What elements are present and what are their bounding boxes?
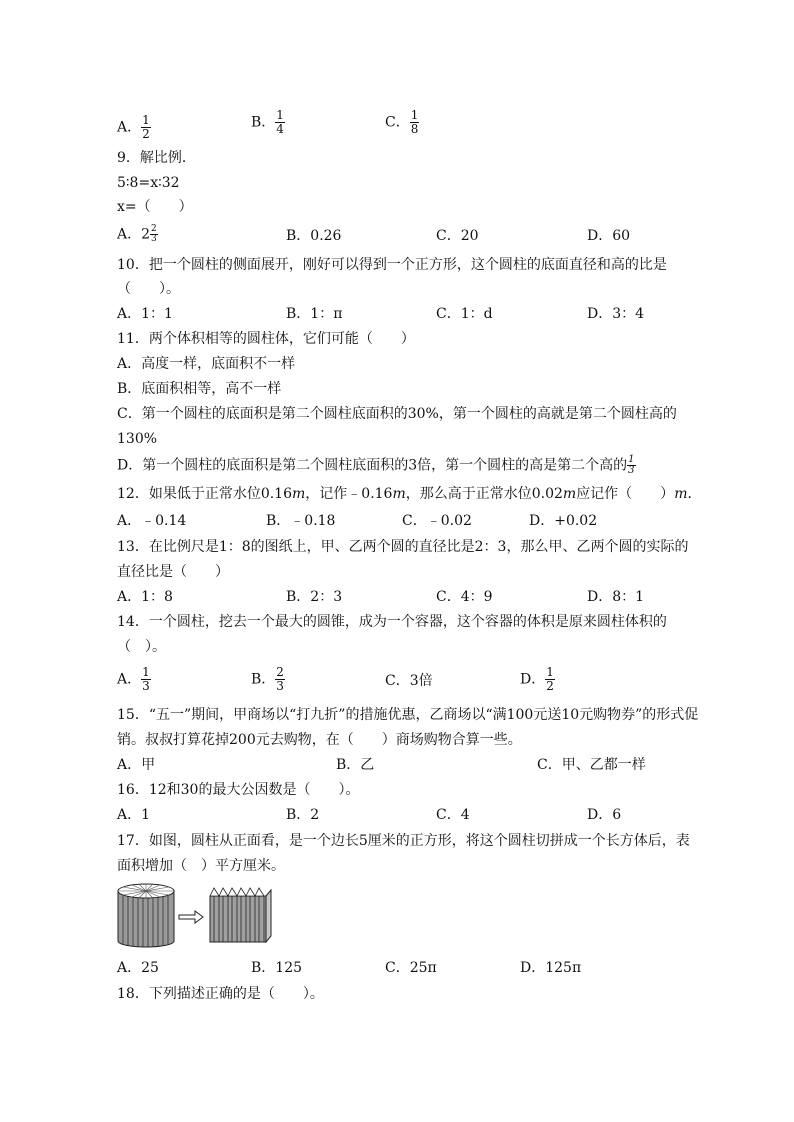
- fraction-numerator: 1: [142, 665, 150, 679]
- question-number: 18．: [117, 986, 149, 1002]
- question-text: 一个圆柱，挖去一个最大的圆锥，成为一个容器，这个容器的体积是原来圆柱体积的: [148, 614, 667, 630]
- fraction-denominator: 2: [142, 127, 150, 141]
- q13-option-b: B．2：3: [286, 589, 343, 605]
- option-label: A．: [117, 671, 142, 688]
- fraction-numerator: 1: [276, 108, 284, 122]
- question-text: 如果低于正常水位0.16: [148, 486, 292, 502]
- q13-option-d: D．8：1: [587, 589, 645, 605]
- q11-option-c-line1: C．第一个圆柱的底面积是第二个圆柱底面积的30%，第一个圆柱的高就是第二个圆柱高的: [117, 406, 677, 422]
- fraction: [150, 225, 158, 244]
- question-number: 13．: [117, 539, 149, 555]
- fraction-denominator: 3: [276, 679, 284, 693]
- q11-option-b: B．底面积相等，高不一样: [117, 381, 282, 397]
- q11-option-d: [117, 455, 636, 476]
- q18-stem: [117, 985, 324, 1003]
- option-label: B．: [251, 114, 276, 131]
- q12-option-d: D．+0.02: [529, 513, 598, 529]
- q10-option-d: D．3：4: [587, 306, 645, 322]
- q8-option-b: [251, 109, 285, 136]
- q9-option-d: D．60: [587, 228, 631, 244]
- q12-option-b: B．﹣0.18: [266, 513, 336, 529]
- option-label: A．: [117, 119, 142, 136]
- unit-m: m: [562, 486, 577, 502]
- q16-option-c: C．4: [436, 807, 470, 823]
- question-text: ，记作﹣0.16: [305, 486, 393, 502]
- q16-option-b: B．2: [286, 807, 320, 823]
- q9-option-a: [117, 225, 158, 244]
- question-number: 11．: [117, 331, 149, 347]
- q17-stem-line1: [117, 832, 690, 850]
- option-label: A．: [117, 226, 142, 243]
- q17-stem-line2: 面积增加（ ）平方厘米。: [117, 858, 285, 874]
- cylinder-icon: [118, 884, 174, 947]
- q9-equation: 5∶8=x∶32: [117, 175, 180, 191]
- q14-stem-line2: （ ）。: [117, 639, 166, 655]
- question-text: “五一”期间，甲商场以“打九折”的措施优惠，乙商场以“满100元送10元购物券”的形式促: [148, 707, 699, 723]
- q8-option-c: [385, 109, 419, 136]
- q10-stem-line1: [117, 256, 667, 274]
- question-text: ，那么高于正常水位0.02: [405, 486, 563, 502]
- question-number: 15．: [117, 707, 149, 723]
- q11-stem: [117, 330, 415, 348]
- question-number: 12．: [117, 486, 149, 502]
- q12-option-c: C．﹣0.02: [402, 513, 472, 529]
- mixed-number: [141, 225, 158, 244]
- q9-blank: x=（ ）: [117, 199, 193, 215]
- q17-option-d: D．125π: [520, 960, 582, 976]
- fraction: [275, 666, 285, 693]
- question-number: 16．: [117, 782, 149, 798]
- q15-stem-line1: [117, 706, 698, 724]
- q13-stem-line1: [117, 538, 688, 556]
- fraction-denominator: 3: [142, 679, 150, 693]
- question-text: 12和30的最大公因数是（ ）。: [148, 782, 360, 798]
- fraction-numerator: 1: [628, 454, 635, 465]
- q15-option-a: A．甲: [117, 757, 156, 773]
- question-number: 9．: [117, 150, 140, 166]
- q9-stem: [117, 149, 196, 167]
- fraction-numerator: 1: [410, 108, 419, 122]
- question-number: 17．: [117, 833, 149, 849]
- cuboid-icon: [210, 888, 271, 942]
- fraction-denominator: 3: [628, 465, 635, 476]
- option-label: C．: [385, 114, 410, 131]
- fraction-denominator: 4: [276, 122, 284, 136]
- q15-option-c: C．甲、乙都一样: [537, 757, 646, 773]
- fraction: [545, 666, 555, 693]
- q16-option-a: A．1: [117, 807, 151, 823]
- unit-m: m: [292, 486, 306, 502]
- q15-option-b: B．乙: [336, 757, 375, 773]
- q13-option-a: A．1：8: [117, 589, 173, 605]
- q10-option-b: B．1：π: [286, 306, 343, 322]
- q16-stem: [117, 781, 359, 799]
- question-text: 下列描述正确的是（ ）。: [148, 986, 324, 1002]
- question-text: ．: [687, 486, 702, 502]
- q17-option-a: A．25: [117, 960, 159, 976]
- fraction-denominator: 3: [151, 234, 157, 244]
- option-text: D．第一个圆柱的底面积是第二个圆柱底面积的3倍，第一个圆柱的高是第二个高的: [117, 457, 628, 474]
- q13-option-c: C．4：9: [436, 589, 493, 605]
- q11-option-a: A．高度一样，底面积不一样: [117, 356, 296, 372]
- unit-m: m: [392, 486, 406, 502]
- option-label: D．: [520, 671, 546, 688]
- fraction: [141, 114, 151, 141]
- question-number: 10．: [117, 257, 149, 273]
- q14-option-d: [520, 666, 555, 693]
- question-number: 14．: [117, 614, 149, 630]
- q17-option-b: B．125: [251, 960, 303, 976]
- q9-option-b: B．0.26: [286, 228, 342, 244]
- q15-stem-line2: 销。叔叔打算花掉200元去购物，在（ ）商场购物合算一些。: [117, 732, 522, 748]
- question-text: 两个体积相等的圆柱体，它们可能（ ）: [148, 331, 415, 347]
- q13-stem-line2: 直径比是（ ）: [117, 564, 229, 580]
- fraction: [275, 109, 285, 136]
- question-text: 在比例尺是1：8的图纸上，甲、乙两个圆的直径比是2：3，那么甲、乙两个圆的实际的: [148, 539, 689, 555]
- q10-option-c: C．1：d: [436, 306, 493, 322]
- question-text: 如图，圆柱从正面看，是一个边长5厘米的正方形，将这个圆柱切拼成一个长方体后，表: [148, 833, 690, 849]
- fraction-denominator: 8: [410, 122, 419, 136]
- q10-option-a: A．1：1: [117, 306, 173, 322]
- q14-option-c: C．3倍: [385, 673, 433, 689]
- mixed-whole: 2: [141, 226, 151, 243]
- q10-stem-line2: （ ）。: [117, 281, 180, 297]
- right-arrow-icon: [179, 911, 203, 923]
- fraction-numerator: 2: [276, 665, 284, 679]
- fraction-numerator: 1: [546, 665, 554, 679]
- q11-option-c-line2: 130%: [117, 431, 158, 447]
- question-text: 把一个圆柱的侧面展开，刚好可以得到一个正方形，这个圆柱的底面直径和高的比是: [148, 257, 667, 273]
- fraction: [627, 455, 635, 476]
- q17-figure: [115, 882, 285, 948]
- q9-option-c: C．20: [436, 228, 479, 244]
- q17-option-c: C．25π: [385, 960, 437, 976]
- q14-option-b: [251, 666, 285, 693]
- unit-m: m: [674, 486, 688, 502]
- fraction-denominator: 2: [546, 679, 554, 693]
- fraction: [410, 109, 420, 136]
- q12-stem: [117, 485, 701, 503]
- q14-option-a: [117, 666, 151, 693]
- q14-stem-line1: [117, 613, 667, 631]
- q12-option-a: A．﹣0.14: [117, 513, 187, 529]
- fraction-numerator: 2: [151, 224, 157, 234]
- option-label: B．: [251, 671, 276, 688]
- q8-option-a: [117, 114, 151, 141]
- question-text: 解比例．: [139, 150, 196, 166]
- fraction: [141, 666, 151, 693]
- question-text: 应记作（ ）: [576, 486, 675, 502]
- q16-option-d: D．6: [587, 807, 622, 823]
- fraction-numerator: 1: [142, 113, 150, 127]
